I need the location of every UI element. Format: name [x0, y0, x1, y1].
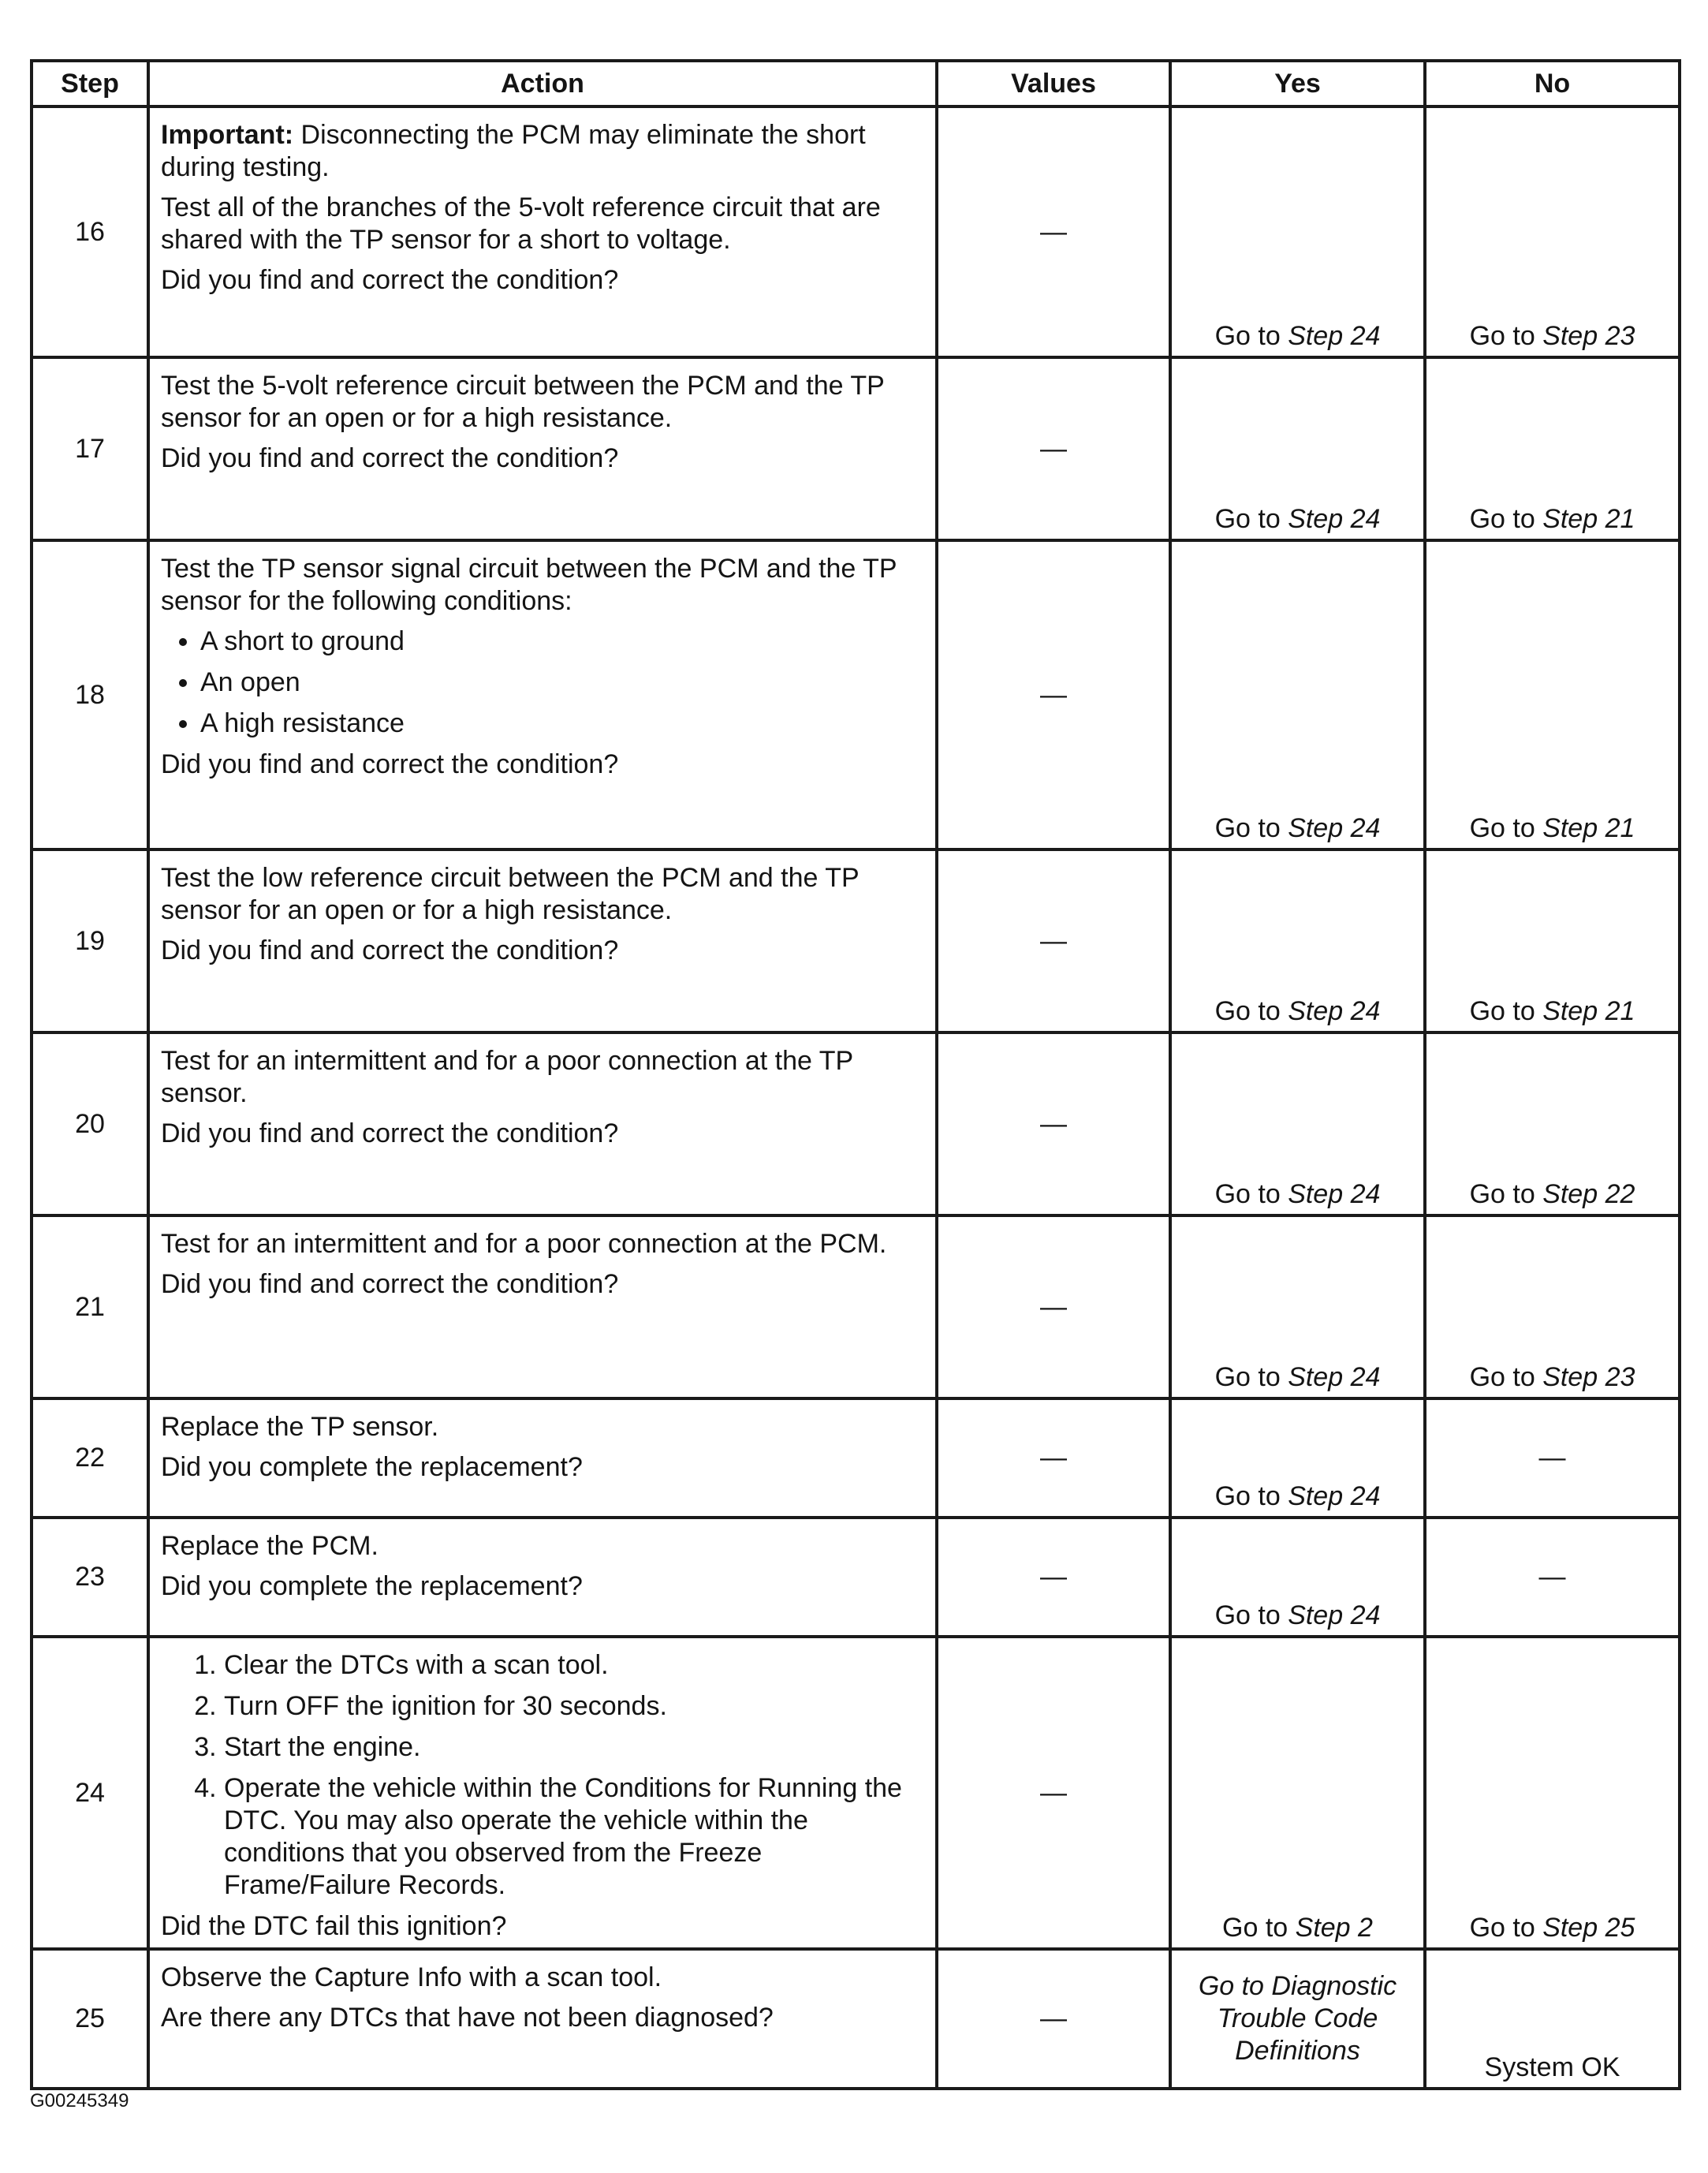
yes-prefix: Go to [1214, 1362, 1288, 1392]
yes-cell [1170, 1215, 1425, 1398]
action-cell [148, 1637, 937, 1949]
yes-cell [1170, 106, 1425, 357]
action-cell [148, 1215, 937, 1398]
table-row [32, 1032, 1680, 1215]
action-content [150, 1217, 935, 1305]
yes-prefix: Go to [1214, 996, 1288, 1026]
no-step-link: Step 21 [1542, 504, 1635, 534]
action-paragraph: Replace the TP sensor. [161, 1412, 439, 1442]
no-cell [1425, 1637, 1680, 1949]
condition-item: • A high resistance [200, 708, 919, 740]
procedure-item: 4. Operate the vehicle within the Conditions for Running the DTC. You may also operate the vehicle within the conditions that you observed from the Freeze Frame/Failure Records. [224, 1772, 919, 1902]
no-step-link: Step 21 [1542, 813, 1635, 843]
step-number: 22 [32, 1398, 148, 1518]
action-instructions [161, 1649, 919, 1910]
important-text: Disconnecting the PCM may eliminate the short during testing. [161, 120, 866, 182]
action-question: Did you find and correct the condition? [161, 935, 619, 965]
table-row [32, 540, 1680, 849]
yes-step-link: Step 24 [1288, 813, 1381, 843]
procedure-item: 2. Turn OFF the ignition for 30 seconds. [224, 1690, 919, 1723]
step-number: 23 [32, 1518, 148, 1637]
action-paragraph: Test for an intermittent and for a poor connection at the TP sensor. [161, 1046, 853, 1108]
yes-cell [1170, 1518, 1425, 1637]
procedure-item: 3. Start the engine. [224, 1731, 919, 1764]
figure-code: G00245349 [30, 2090, 129, 2111]
values-cell: — [937, 1215, 1170, 1398]
action-cell [148, 1032, 937, 1215]
important-note [161, 119, 919, 184]
table-row [32, 1518, 1680, 1637]
step-number: 18 [32, 540, 148, 849]
no-cell: — [1425, 1518, 1680, 1637]
condition-item: • An open [200, 666, 919, 699]
no-cell: — [1425, 1398, 1680, 1518]
yes-cell [1170, 1637, 1425, 1949]
no-prefix: Go to [1469, 321, 1543, 351]
action-content [150, 1951, 935, 2047]
condition-item: • A short to ground [200, 625, 919, 658]
no-step-link: Step 22 [1542, 1179, 1635, 1209]
procedure-list [161, 1649, 919, 1902]
values-cell: — [937, 106, 1170, 357]
table-row [32, 1949, 1680, 2089]
header-values: Values [937, 61, 1170, 106]
procedure-item: 1. Clear the DTCs with a scan tool. [224, 1649, 919, 1682]
yes-step-link: Step 24 [1288, 1481, 1381, 1511]
step-number: 19 [32, 849, 148, 1032]
yes-cell [1170, 849, 1425, 1032]
step-number: 16 [32, 106, 148, 357]
yes-prefix: Go to [1214, 1481, 1288, 1511]
values-cell: — [937, 1637, 1170, 1949]
action-cell [148, 1518, 937, 1637]
yes-prefix: Go to [1214, 321, 1288, 351]
no-cell [1425, 1032, 1680, 1215]
step-number: 24 [32, 1637, 148, 1949]
action-paragraph: Test for an intermittent and for a poor connection at the PCM. [161, 1229, 887, 1259]
step-number: 17 [32, 357, 148, 540]
no-step-link: Step 23 [1542, 321, 1635, 351]
header-yes: Yes [1170, 61, 1425, 106]
action-question: Did you complete the replacement? [161, 1452, 583, 1482]
yes-prefix: Go to [1214, 1179, 1288, 1209]
yes-prefix: Go to [1214, 813, 1288, 843]
action-content [150, 1638, 935, 1947]
no-step-link: Step 25 [1542, 1913, 1635, 1943]
header-no: No [1425, 61, 1680, 106]
action-question: Did you find and correct the condition? [161, 1269, 619, 1299]
values-cell: — [937, 1032, 1170, 1215]
action-question: Did the DTC fail this ignition? [161, 1911, 507, 1941]
yes-step-link: Step 24 [1288, 321, 1381, 351]
header-action: Action [148, 61, 937, 106]
table-row [32, 1398, 1680, 1518]
action-instructions [161, 119, 919, 264]
action-instructions [161, 862, 919, 935]
yes-cell [1170, 357, 1425, 540]
no-prefix: Go to [1469, 813, 1543, 843]
action-content [150, 1400, 935, 1488]
yes-cell [1170, 540, 1425, 849]
action-instructions [161, 1045, 919, 1118]
action-question: Did you find and correct the condition? [161, 749, 619, 779]
yes-target: Diagnostic Trouble Code Definitions [1217, 1971, 1397, 2066]
no-step-link: Step 21 [1542, 996, 1635, 1026]
no-cell: System OK [1425, 1949, 1680, 2089]
values-cell: — [937, 1398, 1170, 1518]
action-question: Did you find and correct the condition? [161, 443, 619, 473]
yes-step-link: Step 24 [1288, 504, 1381, 534]
action-cell [148, 1949, 937, 2089]
action-instructions [161, 1962, 919, 2042]
no-cell [1425, 540, 1680, 849]
action-question: Did you complete the replacement? [161, 1571, 583, 1601]
values-cell: — [937, 1518, 1170, 1637]
yes-cell [1170, 1032, 1425, 1215]
yes-step-link: Step 24 [1288, 996, 1381, 1026]
yes-step-link: Step 24 [1288, 1179, 1381, 1209]
no-prefix: Go to [1469, 1913, 1543, 1943]
yes-cell [1170, 1949, 1425, 2089]
values-cell: — [937, 357, 1170, 540]
values-cell: — [937, 1949, 1170, 2089]
action-paragraph: Test the 5-volt reference circuit between the PCM and the TP sensor for an open or for a high resistance. [161, 371, 885, 433]
action-cell [148, 849, 937, 1032]
action-content [150, 359, 935, 480]
yes-step-link: Step 24 [1288, 1362, 1381, 1392]
no-step-link: Step 23 [1542, 1362, 1635, 1392]
table-row [32, 849, 1680, 1032]
action-paragraph: Test the TP sensor signal circuit between the PCM and the TP sensor for the following conditions: [161, 554, 897, 616]
action-paragraph: Are there any DTCs that have not been diagnosed? [161, 2003, 774, 2033]
action-content [150, 108, 935, 301]
action-instructions [161, 370, 919, 442]
yes-prefix: Go to [1198, 1971, 1272, 2001]
no-cell [1425, 357, 1680, 540]
yes-prefix: Go to [1222, 1913, 1296, 1943]
action-paragraph: Replace the PCM. [161, 1531, 379, 1561]
yes-step-link: Step 24 [1288, 1600, 1381, 1630]
yes-step-link: Step 2 [1295, 1913, 1373, 1943]
no-cell [1425, 849, 1680, 1032]
values-cell: — [937, 849, 1170, 1032]
important-label: Important: [161, 120, 294, 150]
action-content [150, 1034, 935, 1155]
no-prefix: Go to [1469, 996, 1543, 1026]
no-prefix: Go to [1469, 504, 1543, 534]
yes-prefix: Go to [1214, 504, 1288, 534]
action-cell [148, 357, 937, 540]
table-row [32, 357, 1680, 540]
yes-cell [1170, 1398, 1425, 1518]
action-instructions [161, 1411, 919, 1451]
action-content [150, 542, 935, 786]
step-number: 21 [32, 1215, 148, 1398]
action-instructions [161, 1228, 919, 1268]
condition-list [161, 625, 919, 740]
action-cell [148, 540, 937, 849]
action-paragraph: Observe the Capture Info with a scan tool. [161, 1962, 662, 1992]
action-cell [148, 106, 937, 357]
header-step: Step [32, 61, 148, 106]
action-question: Did you find and correct the condition? [161, 265, 619, 295]
values-cell: — [937, 540, 1170, 849]
step-number: 25 [32, 1949, 148, 2089]
yes-prefix: Go to [1214, 1600, 1288, 1630]
action-paragraph: Test all of the branches of the 5-volt reference circuit that are shared with the TP sensor for a short to voltage. [161, 192, 881, 255]
table-row [32, 1637, 1680, 1949]
no-prefix: Go to [1469, 1179, 1543, 1209]
action-content [150, 1519, 935, 1607]
no-cell [1425, 1215, 1680, 1398]
diagnostic-table [30, 59, 1681, 2090]
action-paragraph: Test the low reference circuit between the PCM and the TP sensor for an open or for a high resistance. [161, 863, 860, 925]
action-content [150, 851, 935, 972]
no-cell [1425, 106, 1680, 357]
step-number: 20 [32, 1032, 148, 1215]
table-row [32, 1215, 1680, 1398]
action-cell [148, 1398, 937, 1518]
action-question: Did you find and correct the condition? [161, 1118, 619, 1148]
header-row [32, 61, 1680, 106]
table-row [32, 106, 1680, 357]
no-prefix: Go to [1469, 1362, 1543, 1392]
action-instructions [161, 553, 919, 749]
action-instructions [161, 1530, 919, 1570]
